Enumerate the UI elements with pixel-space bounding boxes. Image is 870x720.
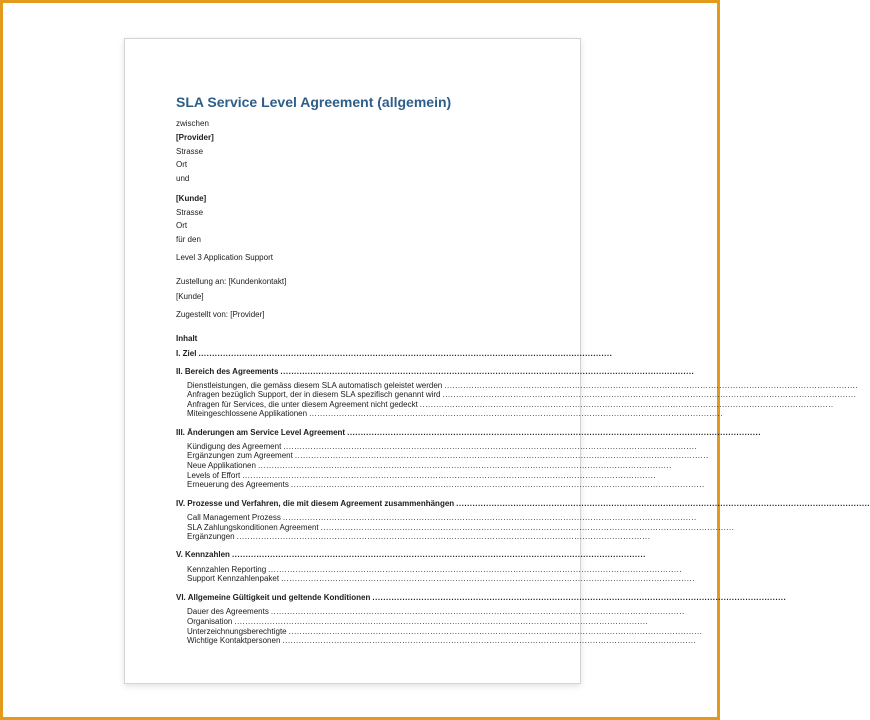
toc-item-label: Ergänzungen bbox=[187, 532, 235, 541]
toc-item: Support Kennzahlenpaket ........................................................................................................................................................ bbox=[187, 574, 695, 583]
delivery-to: Zustellung an: [Kundenkontakt] bbox=[176, 277, 287, 286]
toc-section-title: VI. Allgemeine Gültigkeit und geltende Konditionen bbox=[176, 593, 371, 602]
toc-item-label: Organisation bbox=[187, 617, 233, 626]
toc-item: Neue Applikationen ........................................................................................................................................................ bbox=[187, 461, 672, 470]
toc-item-label: Neue Applikationen bbox=[187, 461, 256, 470]
toc-item: Anfragen für Services, die unter diesem Agreement nicht gedeckt ........................................................................................................................................................ bbox=[187, 400, 834, 409]
toc-item: Erneuerung des Agreements ........................................................................................................................................................ bbox=[187, 480, 705, 489]
toc-section: VI. Allgemeine Gültigkeit und geltende Konditionen ........................................................................................................................................................ bbox=[176, 593, 787, 602]
toc-item: SLA Zahlungskonditionen Agreement ........................................................................................................................................................ bbox=[187, 523, 735, 532]
text-und: und bbox=[176, 174, 190, 183]
toc-section: III. Änderungen am Service Level Agreement ........................................................................................................................................................ bbox=[176, 428, 761, 437]
toc-item-label: Kündigung des Agreement bbox=[187, 442, 282, 451]
toc-section: IV. Prozesse und Verfahren, die mit diesem Agreement zusammenhängen ........................................................................................................................................................ bbox=[176, 499, 870, 508]
toc-section-title: IV. Prozesse und Verfahren, die mit diesem Agreement zusammenhängen bbox=[176, 499, 455, 508]
provider-label: [Provider] bbox=[176, 133, 214, 142]
toc-heading: Inhalt bbox=[176, 334, 198, 343]
toc-item: Kennzahlen Reporting ........................................................................................................................................................ bbox=[187, 565, 683, 574]
toc-item-label: Dauer des Agreements bbox=[187, 607, 269, 616]
toc-item: Dienstleistungen, die gemäss diesem SLA automatisch geleistet werden ........................................................................................................................................................ bbox=[187, 381, 859, 390]
document-title: SLA Service Level Agreement (allgemein) bbox=[176, 94, 452, 110]
toc-section: II. Bereich des Agreements ........................................................................................................................................................ bbox=[176, 367, 695, 376]
toc-item: Unterzeichnungsberechtigte ........................................................................................................................................................ bbox=[187, 627, 703, 636]
toc-item: Ergänzungen ........................................................................................................................................................ bbox=[187, 532, 651, 541]
toc-section: I. Ziel ........................................................................................................................................................ bbox=[176, 349, 613, 358]
toc-item: Levels of Effort ........................................................................................................................................................ bbox=[187, 471, 657, 480]
toc-item-label: Kennzahlen Reporting bbox=[187, 565, 267, 574]
toc-item: Call Management Prozess ........................................................................................................................................................ bbox=[187, 513, 697, 522]
toc-section-title: III. Änderungen am Service Level Agreement bbox=[176, 428, 346, 437]
toc-item-label: Erneuerung des Agreements bbox=[187, 480, 289, 489]
toc-section: V. Kennzahlen ........................................................................................................................................................ bbox=[176, 550, 646, 559]
toc-item-label: SLA Zahlungskonditionen Agreement bbox=[187, 523, 319, 532]
toc-item: Dauer des Agreements ........................................................................................................................................................ bbox=[187, 607, 685, 616]
customer-label: [Kunde] bbox=[176, 194, 207, 203]
toc-item-label: Support Kennzahlenpaket bbox=[187, 574, 280, 583]
toc-section-title: V. Kennzahlen bbox=[176, 550, 230, 559]
toc-item-label: Ergänzungen zum Agreement bbox=[187, 451, 293, 460]
toc-section-title: II. Bereich des Agreements bbox=[176, 367, 279, 376]
toc-item-label: Wichtige Kontaktpersonen bbox=[187, 636, 281, 645]
toc-item-label: Call Management Prozess bbox=[187, 513, 281, 522]
toc-item: Ergänzungen zum Agreement ........................................................................................................................................................ bbox=[187, 451, 709, 460]
customer-city: Ort bbox=[176, 221, 188, 230]
customer-street: Strasse bbox=[176, 208, 204, 217]
text-fuer-den: für den bbox=[176, 235, 201, 244]
delivery-customer: [Kunde] bbox=[176, 292, 204, 301]
toc-item: Kündigung des Agreement ........................................................................................................................................................ bbox=[187, 442, 698, 451]
support-level: Level 3 Application Support bbox=[176, 253, 273, 262]
toc-item-label: Anfragen für Services, die unter diesem Agreement nicht gedeckt bbox=[187, 400, 418, 409]
provider-street: Strasse bbox=[176, 147, 204, 156]
text-zwischen: zwischen bbox=[176, 119, 209, 128]
toc-item: Anfragen bezüglich Support, der in diesem SLA spezifisch genannt wird ........................................................................................................................................................ bbox=[187, 390, 857, 399]
toc-item-label: Unterzeichnungsberechtigte bbox=[187, 627, 287, 636]
document-page bbox=[124, 38, 870, 684]
toc-item-label: Miteingeschlossene Applikationen bbox=[187, 409, 308, 418]
toc-item: Wichtige Kontaktpersonen ........................................................................................................................................................ bbox=[187, 636, 697, 645]
toc-item-label: Dienstleistungen, die gemäss diesem SLA automatisch geleistet werden bbox=[187, 381, 443, 390]
toc-item-label: Levels of Effort bbox=[187, 471, 241, 480]
toc-item: Miteingeschlossene Applikationen ........................................................................................................................................................ bbox=[187, 409, 723, 418]
toc-item: Organisation ........................................................................................................................................................ bbox=[187, 617, 649, 626]
toc-section-title: I. Ziel bbox=[176, 349, 197, 358]
toc-item-label: Anfragen bezüglich Support, der in diesem SLA spezifisch genannt wird bbox=[187, 390, 441, 399]
provider-city: Ort bbox=[176, 160, 188, 169]
delivered-by: Zugestellt von: [Provider] bbox=[176, 310, 265, 319]
